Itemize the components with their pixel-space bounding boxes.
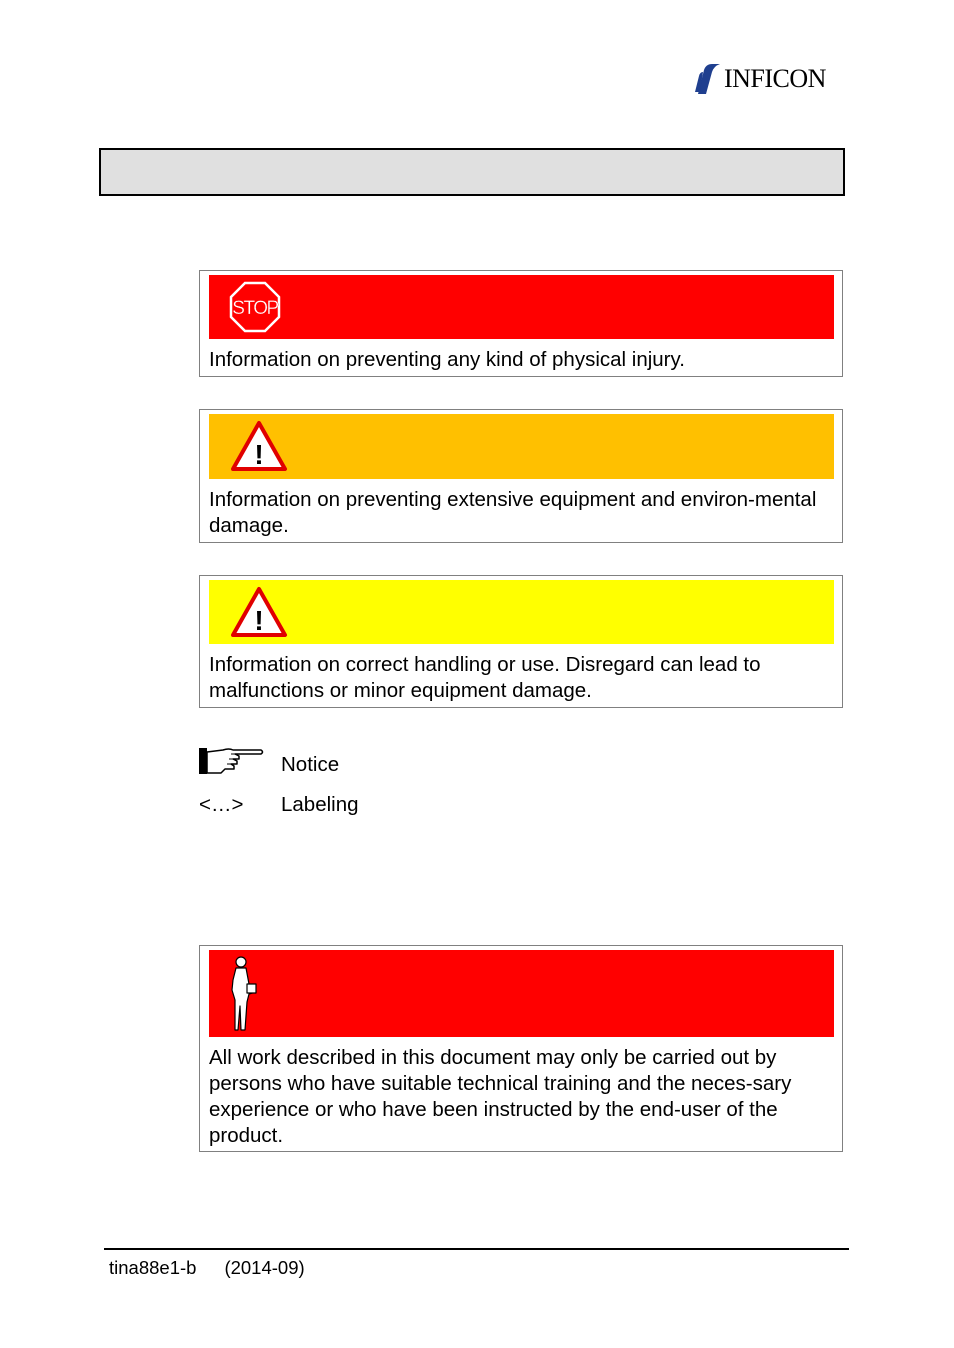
pointing-hand-icon: [199, 746, 265, 776]
footer-date: (2014-09): [224, 1257, 305, 1278]
warning-text: Information on preventing extensive equipment and environ-mental damage.: [209, 488, 817, 537]
personnel-text: All work described in this document may only be carried out by persons who have suitable technical training and the neces-sary experience or who have been instructed by the end-user of the product.: [209, 1046, 792, 1147]
stop-icon-label: STOP: [232, 298, 278, 319]
section-title-bar: [99, 148, 845, 196]
personnel-band: [209, 950, 834, 1037]
stop-text: Information on preventing any kind of physical injury.: [209, 348, 685, 371]
footer-doc-id: tina88e1-b: [109, 1257, 197, 1278]
person-icon: [227, 954, 261, 1032]
notice-label: Notice: [281, 753, 340, 776]
logo-text: INFICON: [724, 64, 826, 93]
labeling-symbol: <…>: [199, 793, 244, 816]
footer-rule: [104, 1248, 849, 1250]
caution-box: [199, 575, 843, 708]
warning-triangle-icon: [230, 420, 288, 472]
warning-box: [199, 409, 843, 543]
stop-icon: [229, 281, 281, 333]
caution-icon-label: !: [254, 605, 264, 636]
stop-band: [209, 275, 834, 339]
caution-band: [209, 580, 834, 644]
footer: [109, 1256, 305, 1280]
warning-band: [209, 414, 834, 479]
inficon-logo: [694, 62, 826, 96]
warning-icon-label: !: [254, 439, 264, 470]
personnel-box: [199, 945, 843, 1152]
labeling-label: Labeling: [281, 793, 359, 816]
inficon-logo-icon: [694, 62, 722, 96]
caution-triangle-icon: [230, 586, 288, 638]
caution-text: Information on correct handling or use. Disregard can lead to malfunctions or minor equipment damage.: [209, 653, 761, 702]
stop-box: [199, 270, 843, 377]
